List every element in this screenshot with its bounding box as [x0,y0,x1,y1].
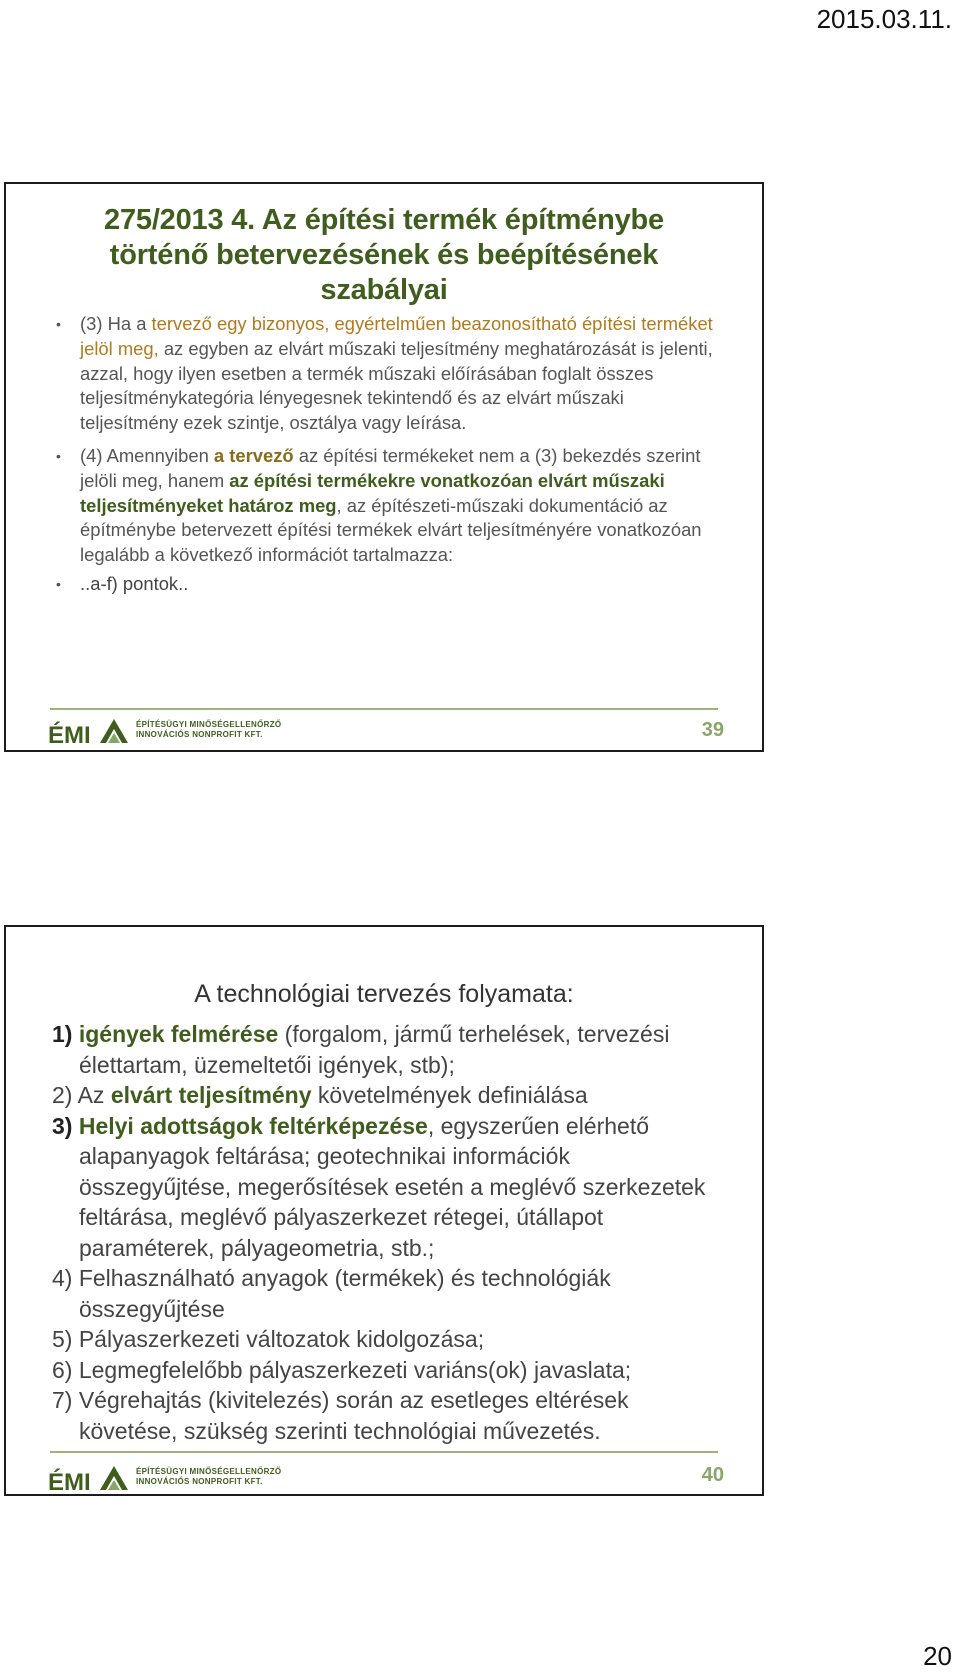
emi-logo-icon [48,713,132,747]
logo-line-1: ÉPÍTÉSÜGYI MINŐSÉGELLENŐRZŐ [136,1467,282,1476]
logo-line-1: ÉPÍTÉSÜGYI MINŐSÉGELLENŐRZŐ [136,720,282,729]
step-text: Felhasználható anyagok (termékek) és technológiák összegyűjtése [78,1265,611,1322]
bullet-item [56,444,722,568]
footer-divider [50,708,718,710]
logo-line-2: INNOVÁCIÓS NONPROFIT KFT. [136,730,263,739]
page-number: 20 [923,1641,952,1671]
bullet-text: az építési termékeket nem a (3) bekezdés szerint jelöli meg, hanem [80,444,701,491]
step-item [52,1385,722,1446]
logo-text [136,720,281,740]
footer-divider [50,1451,718,1453]
process-steps [6,1019,762,1446]
step-text: (forgalom, jármű terhelések, tervezési élettartam, üzemeltetői igények, stb); [79,1021,670,1078]
emi-logo-icon [48,1460,132,1494]
svg-text:ÉMI: ÉMI [48,1469,91,1494]
svg-text:ÉMI: ÉMI [48,722,91,747]
highlighted-text: a tervező [213,444,294,466]
bullet-text: (3) Ha a [80,313,152,334]
step-number: 5) [52,1326,79,1352]
bullet-item: • ..a-f) pontok.. [56,572,722,597]
step-item [52,1355,722,1386]
highlighted-text: az építési termékekre vonatkozóan elvárt műszaki teljesítményeket határoz meg [80,469,665,516]
step-text: , egyszerűen elérhető alapanyagok feltárása; geotechnikai információk összegyűjtése, megerősítések esetén a meglévő szerkezetek feltárása, meglévő pályaszerkezet rétegei, útállapot paraméterek, pályageometria, stb.; [79,1112,706,1261]
slide-title [6,203,762,308]
step-item [52,1080,722,1111]
step-text: Végrehajtás (kivitelezés) során az esetleges eltérések követése, szükség szerinti technológiai művezetés. [78,1387,629,1444]
step-number: 3) [52,1112,79,1139]
slide-number: 39 [701,719,724,741]
slide-title: A technológiai tervezés folyamata: [194,980,574,1008]
step-text: követelmények definiálása [311,1082,588,1108]
step-item [52,1019,722,1080]
bullet-item [56,312,722,436]
slide-40 [4,925,764,1496]
step-number: 1) [52,1021,79,1047]
emi-logo [48,1460,281,1494]
highlighted-text: tervező egy bizonyos, egyértelműen beazonosítható építési terméket jelöl meg, [80,313,713,359]
logo-line-2: INNOVÁCIÓS NONPROFIT KFT. [136,1477,263,1486]
title-line-1: 275/2013 4. Az építési termék építménybe [104,204,664,236]
emi-logo [48,713,281,747]
slide-number: 40 [701,1464,724,1486]
step-number: 2) Az [52,1082,111,1108]
step-text: Legmegfelelőbb pályaszerkezeti variáns(ok) javaslata; [78,1356,632,1383]
step-item [52,1111,722,1264]
step-item [52,1324,722,1355]
bullet-text: (4) Amennyiben [80,444,214,466]
step-text: Pályaszerkezeti változatok kidolgozása; [78,1326,485,1352]
logo-text [136,1467,281,1487]
title-line-3: szabályai [320,274,448,306]
step-number: 6) [52,1356,79,1383]
bullet-text: az egyben az elvárt műszaki teljesítmény meghatározását is jelenti, azzal, hogy ilyen esetben a termék műszaki előírásában foglalt összes teljesítménykategória lényegesnek tekintendő és az elvárt műszaki teljesítmény ezek szintje, osztálya vagy leírása. [80,337,713,434]
slide-39 [4,182,764,752]
title-line-2: történő betervezésének és beépítésének [109,239,659,271]
page-date: 2015.03.11. [816,4,952,34]
bullet-list [6,312,762,597]
step-number: 7) [52,1387,79,1413]
step-keyword: Helyi adottságok feltérképezése [78,1112,428,1139]
bullet-text: , az építészeti-műszaki dokumentáció az építménybe betervezett építési termékek elvárt teljesítményére vonatkozóan legalább a következő információt tartalmazza: [80,494,702,566]
step-keyword: igények felmérése [78,1021,279,1047]
step-item [52,1263,722,1324]
step-number: 4) [52,1265,79,1291]
step-keyword: elvárt teljesítmény [110,1082,312,1108]
